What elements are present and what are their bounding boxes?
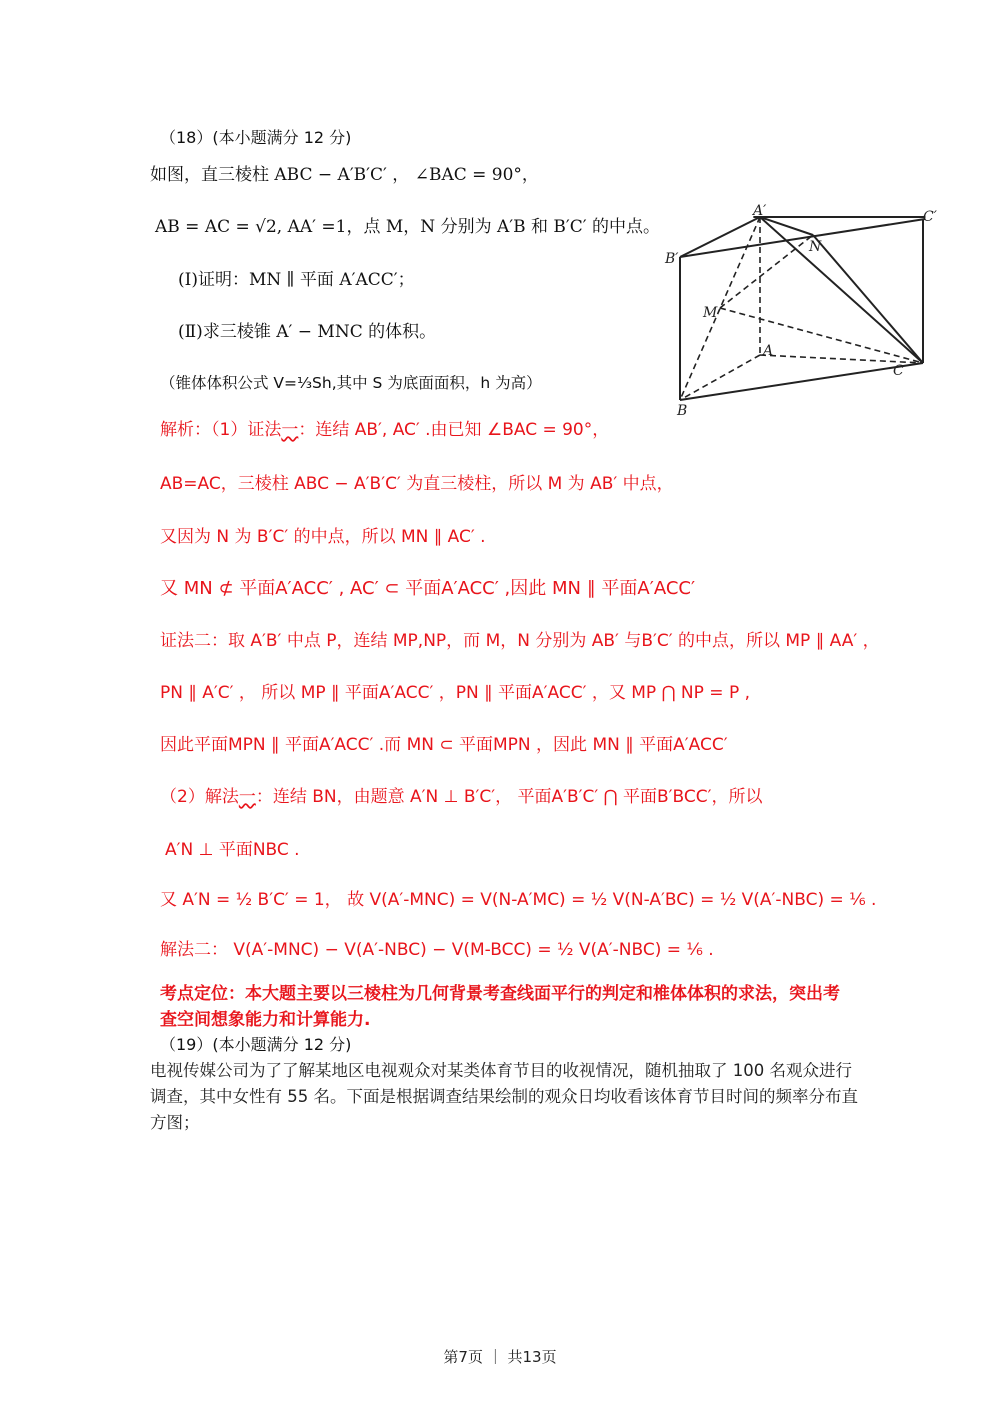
solution-line-7: 因此平面MPN ∥ 平面A′ACC′ .而 MN ⊂ 平面MPN ，因此 MN ∥ 平面A′ACC′ <box>160 735 728 755</box>
prism-figure <box>665 203 937 420</box>
q18-part2: (Ⅱ)求三棱锥 A′ − MNC 的体积。 <box>178 322 437 342</box>
solution-line-11: 解法二： V(A′-MNC) − V(A′-NBC) − V(M-BCC) = ½ V(A′-NBC) = ⅙ . <box>160 940 714 960</box>
label-C: C <box>893 363 904 379</box>
solution-8-wavy: 一 <box>238 787 256 807</box>
solution-line-9: A′N ⊥ 平面NBC . <box>165 840 300 860</box>
solution-line-10: 又 A′N = ½ B′C′ = 1， 故 V(A′-MNC) = V(N-A′MC) = ½ V(N-A′BC) = ½ V(A′-NBC) = ⅙ . <box>160 890 877 910</box>
solution-line-6: PN ∥ A′C′ ， 所以 MP ∥ 平面A′ACC′ ，PN ∥ 平面A′ACC′ ，又 MP ⋂ NP = P , <box>160 683 751 703</box>
solution-1-prefix: 解析：（1）证法 <box>160 420 282 440</box>
solution-8-prefix: （2）解法 <box>160 787 239 807</box>
edge-NC <box>813 235 923 363</box>
label-N: N <box>809 239 822 255</box>
q18-line1: 如图，直三棱柱 ABC − A′B′C′ ， ∠BAC = 90°， <box>150 165 539 185</box>
solution-line-3: 又因为 N 为 B′C′ 的中点，所以 MN ∥ AC′ . <box>160 527 486 547</box>
label-C1: C′ <box>923 209 937 225</box>
solution-8-rest: ：连结 BN，由题意 A′N ⊥ B′C′， 平面A′B′C′ ⋂ 平面B′BCC′，所以 <box>255 787 763 807</box>
q18-part1: (Ⅰ)证明：MN ∥ 平面 A′ACC′； <box>178 270 415 290</box>
edge-A1N <box>760 217 813 235</box>
edge-BC <box>680 363 923 400</box>
label-M: M <box>703 305 718 321</box>
solution-line-12: 考点定位：本大题主要以三棱柱为几何背景考查线面平行的判定和椎体体积的求法，突出考 <box>160 984 840 1004</box>
solution-line-2: AB=AC，三棱柱 ABC − A′B′C′ 为直三棱柱，所以 M 为 AB′ 中点， <box>160 474 674 494</box>
label-A: A <box>763 343 774 359</box>
solution-line-13: 查空间想象能力和计算能力. <box>160 1010 371 1030</box>
q19-text: 电视传媒公司为了了解某地区电视观众对某类体育节目的收视情况，随机抽取了 100 名观众进行调查，其中女性有 55 名。下面是根据调查结果绘制的观众日均收看该体育节目时间的频率分布直方图； <box>150 1061 858 1132</box>
label-B1: B′ <box>665 251 679 267</box>
solution-line-4: 又 MN ⊄ 平面A′ACC′ , AC′ ⊂ 平面A′ACC′ ,因此 MN ∥ 平面A′ACC′ <box>160 578 696 599</box>
page-footer: 第7页 ｜ 共13页 <box>443 1348 557 1366</box>
solution-line-5: 证法二：取 A′B′ 中点 P，连结 MP,NP，而 M，N 分别为 AB′ 与B′C′ 的中点，所以 MP ∥ AA′ ， <box>160 631 880 651</box>
solution-1-rest: ：连结 AB′, AC′ .由已知 ∠BAC = 90°， <box>298 420 610 440</box>
solution-line-1 <box>160 420 609 440</box>
label-B: B <box>677 403 688 419</box>
q18-line2: AB = AC = √2, AA′ =1，点 M，N 分别为 A′B 和 B′C′ 的中点。 <box>155 217 661 237</box>
solution-line-8 <box>160 787 762 807</box>
q18-formula: （锥体体积公式 V=⅓Sh,其中 S 为底面面积，h 为高） <box>160 374 542 392</box>
q18-header: （18）(本小题满分 12 分) <box>160 128 352 147</box>
edge-MN <box>720 235 813 308</box>
solution-1-wavy: 一 <box>281 420 299 440</box>
q19-header: （19）(本小题满分 12 分) <box>160 1035 352 1054</box>
label-A1: A′ <box>753 203 767 219</box>
